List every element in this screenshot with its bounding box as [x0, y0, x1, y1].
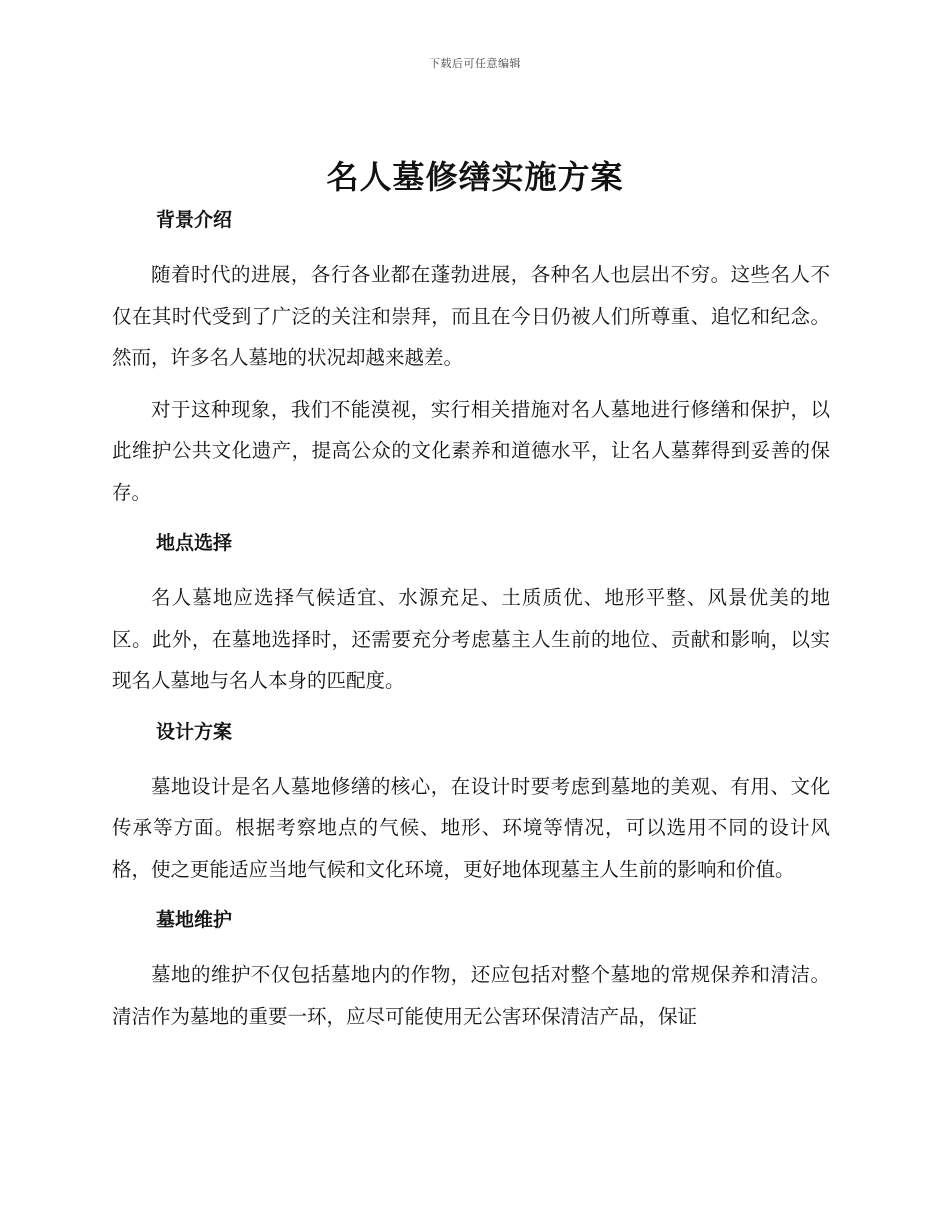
section-maintenance [112, 900, 830, 1037]
paragraph: 墓地设计是名人墓地修缮的核心，在设计时要考虑到墓地的美观、有用、文化传承等方面。根据考察地点的气候、地形、环境等情况，可以选用不同的设计风格，使之更能适应当地气候和文化环境，更好地体现墓主人生前的影响和价值。 [112, 774, 830, 881]
paragraph: 对于这种现象，我们不能漠视，实行相关措施对名人墓地进行修缮和保护，以此维护公共文化遗产，提高公众的文化素养和道德水平，让名人墓葬得到妥善的保存。 [112, 397, 830, 504]
header-note: 下载后可任意编辑 [429, 57, 521, 70]
section-heading: 墓地维护 [156, 909, 233, 931]
section-heading: 地点选择 [156, 532, 233, 554]
paragraph: 墓地的维护不仅包括墓地内的作物，还应包括对整个墓地的常规保养和清洁。清洁作为墓地的重要一环，应尽可能使用无公害环保清洁产品，保证 [112, 963, 830, 1028]
document-title: 名人墓修缮实施方案 [326, 158, 624, 196]
paragraph: 名人墓地应选择气候适宜、水源充足、土质质优、地形平整、风景优美的地区。此外，在墓地选择时，还需要充分考虑墓主人生前的地位、贡献和影响，以实现名人墓地与名人本身的匹配度。 [112, 586, 830, 692]
paragraph: 随着时代的进展，各行各业都在蓬勃进展，各种名人也层出不穷。这些名人不仅在其时代受到了广泛的关注和崇拜，而且在今日仍被人们所尊重、追忆和纪念。然而，许多名人墓地的状况却越来越差。 [112, 263, 830, 369]
section-heading: 背景介绍 [156, 209, 233, 231]
section-heading: 设计方案 [156, 720, 233, 743]
section-design [112, 712, 830, 891]
section-background [112, 200, 830, 513]
section-location [112, 523, 830, 702]
document-body [112, 200, 830, 1037]
